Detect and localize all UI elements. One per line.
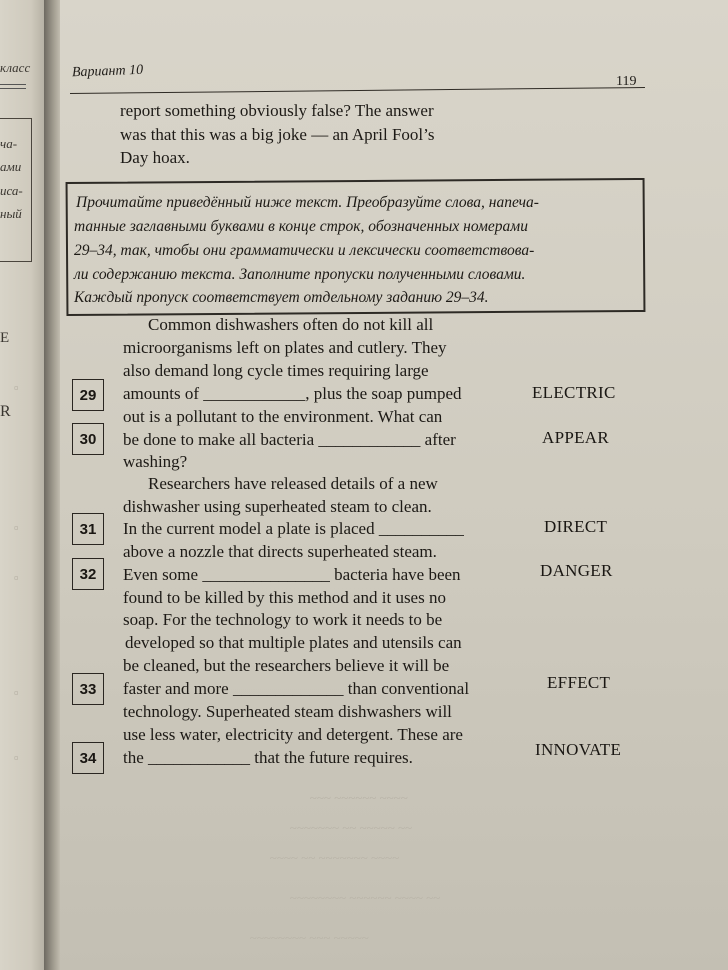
task-number-box: 29: [72, 379, 104, 411]
instruction-line: танные заглавными буквами в конце строк, обозначенных номерами: [74, 218, 528, 235]
text-line: dishwasher using superheated steam to clean.: [123, 497, 432, 516]
left-page-ghost: ▫: [14, 520, 19, 535]
running-header-variant: Вариант 10: [71, 62, 144, 81]
bleed-through-text: ~~~~ ~~~~~~ ~~~: [310, 791, 408, 806]
text-line: amounts of ____________, plus the soap pumped: [123, 384, 462, 403]
instruction-line: Каждый пропуск соответствует отдельному заданию 29–34.: [74, 289, 489, 306]
text-line: technology. Superheated steam dishwashers will: [123, 702, 452, 721]
task-keyword: APPEAR: [542, 428, 609, 447]
intro-line: report something obviously false? The answer: [120, 101, 434, 120]
instruction-line: ли содержанию текста. Заполните пропуски полученными словами.: [74, 266, 526, 283]
text-line: In the current model a plate is placed __________: [123, 519, 464, 538]
left-page-fragment: ами: [0, 159, 22, 174]
left-page-edge: [0, 0, 44, 970]
left-page-fragment: R: [0, 403, 11, 420]
left-page-fragment: Е: [0, 330, 10, 346]
task-number-box: 31: [72, 513, 104, 545]
text-line: also demand long cycle times requiring large: [123, 361, 429, 380]
bleed-through-text: ~~~~~ ~~~ ~~~~~~~~: [250, 931, 370, 946]
text-line: use less water, electricity and detergent. These are: [123, 725, 463, 744]
text-line: developed so that multiple plates and utensils can: [125, 633, 462, 652]
left-page-ghost: ▫: [14, 380, 19, 395]
left-page-fragment: класс: [0, 60, 31, 75]
text-line: be cleaned, but the researchers believe it will be: [123, 656, 450, 675]
text-line: found to be killed by this method and it uses no: [123, 588, 446, 607]
left-page-rule: [0, 88, 26, 89]
text-line: Common dishwashers often do not kill all: [148, 315, 434, 334]
left-page-rule: [0, 84, 26, 85]
text-line: soap. For the technology to work it needs to be: [123, 610, 443, 629]
left-page-ghost: ▫: [14, 570, 19, 585]
task-keyword: DIRECT: [544, 517, 608, 536]
intro-line: was that this was a big joke — an April Fool’s: [120, 125, 435, 144]
left-page-ghost: ▫: [14, 685, 19, 700]
text-line: microorganisms left on plates and cutlery. They: [123, 338, 447, 357]
left-page-fragment: ный: [0, 206, 22, 221]
text-line: washing?: [123, 452, 188, 471]
text-line: above a nozzle that directs superheated steam.: [123, 542, 437, 561]
left-page-fragment: иса-: [0, 183, 23, 198]
task-keyword: ELECTRIC: [532, 383, 616, 402]
task-number-box: 32: [72, 558, 104, 590]
task-number-box: 33: [72, 673, 104, 705]
intro-line: Day hoax.: [120, 148, 190, 167]
text-line: Researchers have released details of a new: [148, 474, 438, 493]
left-page-ghost: ▫: [14, 750, 19, 765]
task-keyword: DANGER: [540, 561, 613, 580]
task-number-box: 30: [72, 423, 104, 455]
bleed-through-text: ~~ ~~~~ ~~~~~~ ~~~~~~~~: [290, 891, 441, 906]
text-line: faster and more _____________ than conventional: [123, 679, 470, 698]
task-number-box: 34: [72, 742, 104, 774]
text-line: be done to make all bacteria ____________ after: [123, 430, 456, 449]
header-rule: [70, 87, 645, 94]
task-keyword: EFFECT: [547, 673, 611, 692]
left-page-fragment: ча-: [0, 136, 18, 151]
task-keyword: INNOVATE: [535, 740, 622, 759]
text-line: out is a pollutant to the environment. What can: [123, 407, 443, 426]
page-number: 119: [616, 74, 637, 89]
book-page: [60, 0, 728, 970]
text-line: Even some _______________ bacteria have been: [123, 565, 461, 584]
bleed-through-text: ~~~~ ~~~~~~~ ~~ ~~~~: [270, 851, 400, 866]
bleed-through-text: ~~ ~~~~~ ~~ ~~~~~~~: [290, 821, 413, 836]
text-line: the ____________ that the future requires.: [123, 748, 413, 767]
instruction-line: Прочитайте приведённый ниже текст. Преобразуйте слова, напеча-: [76, 194, 539, 211]
instruction-line: 29–34, так, чтобы они грамматически и лексически соответствова-: [74, 242, 535, 259]
